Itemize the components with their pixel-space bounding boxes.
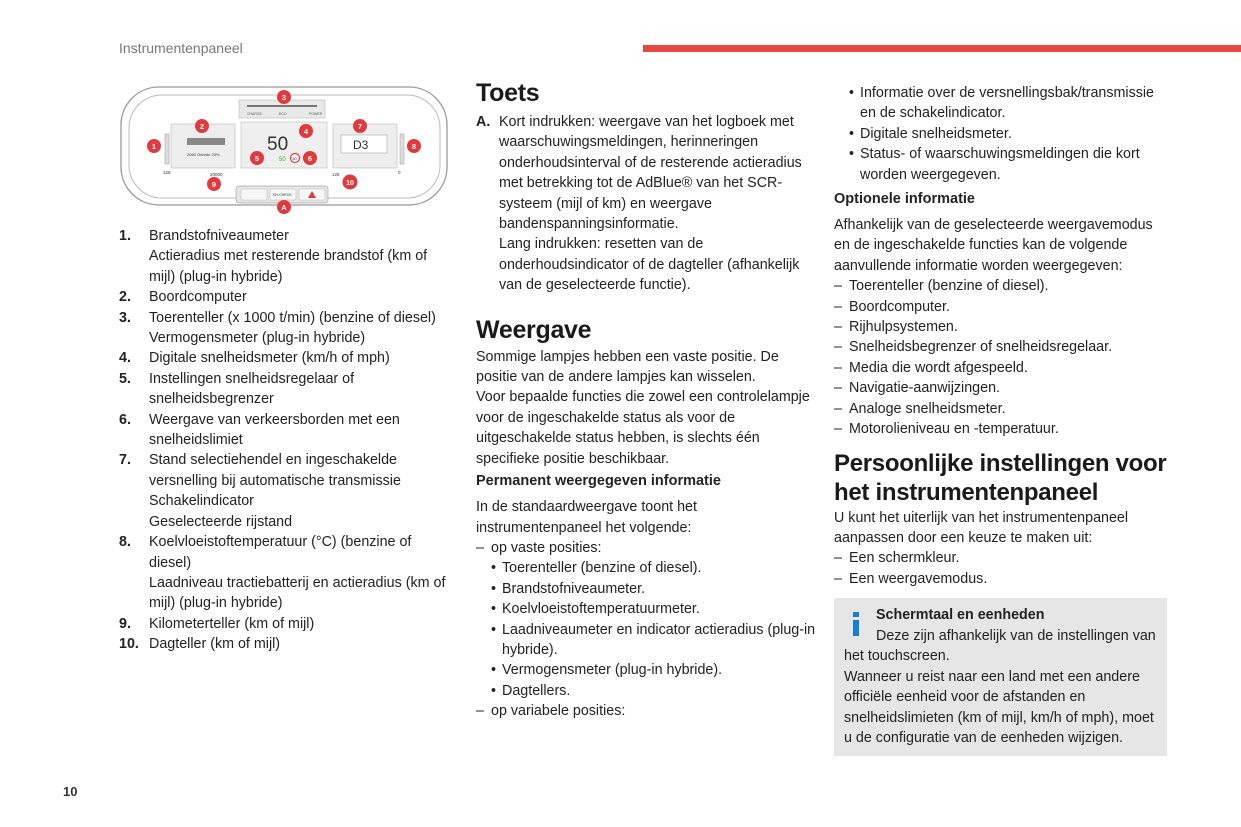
callout-5: 5 [254,153,260,163]
list-item: – Boordcomputer. [834,297,1169,317]
middle-column: Toets A. Kort indrukken: weergave van het logboek met waarschuwingsmeldingen, herinneringen onderhoudsinterval of de resterende actieradius met betrekking tot de AdBlue® van het SCR-systeem (mijl of km) en weergave bandenspanningsinformatie. Lang indrukken: resetten van de onderhoudsindicator of de dagteller (afhankelijk van de geselecteerde functie). Weergave Sommige lampjes hebben een vaste positie. De positie van de andere lampjes kan wisselen. Voor bepaalde functies die zowel een controlelampje voor de ingeschakelde status als voor de uitgeschakelde status hebben, is slechts één specifieke positie beschikbaar. Permanent weergegeven informatie In de standaardweergave toont het instrumentenpaneel het volgende: – op vaste posities: • Toerenteller (benzine of diesel). • Brandstofniveaumeter. • Koelvloeistoftemperatuurmeter. • Laadniveaumeter en indicator actieradius (plug-in hybride). • Vermogensmeter (plug-in hybride). • Dagtellers. – op variabele posities: [476,78,818,722]
legend-number: 10. [119,636,139,653]
callout-10: 10 [346,179,354,187]
list-item: – Motorolieniveau en -temperatuur. [834,419,1169,439]
legend-item: 10. Dagteller (km of mijl) [119,634,454,654]
bar-label-eco: ECO [279,112,287,116]
callout-6: 6 [307,153,313,163]
bar-label-power: POWER [309,112,323,116]
legend-item: 2. Boordcomputer [119,287,454,307]
list-item: – Navigatie-aanwijzingen. [834,378,1169,398]
callout-7: 7 [357,121,363,131]
variable-items-list [834,83,1169,185]
fixed-items-list [476,558,818,701]
list-item: – Een weergavemodus. [834,569,1169,589]
legend-number: 7. [119,452,131,469]
legend-item: 6. Weergave van verkeersborden met een snelheidslimiet [119,411,400,449]
info-box-line2: Wanneer u reist naar een land met een andere officiële eenheid voor de afstanden en snelheidslimieten (km of mijl, km/h of mph), moet u de configuratie van de eenheden wijzigen. [844,668,1154,746]
legend-item: 3. Toerenteller (x 1000 t/min) (benzine of diesel) Vermogensmeter (plug-in hybride) [119,309,436,347]
instrument-cluster-diagram [117,84,452,217]
callout-a: A [281,202,287,212]
legend-number: 3. [119,309,131,326]
legend-number: 1. [119,228,131,244]
callout-3: 3 [281,92,287,102]
toets-heading: Toets [476,79,540,107]
list-item: • Toerenteller (benzine of diesel). [476,558,818,578]
legend-list [119,226,454,655]
info-box [834,598,1167,756]
range-text: 2060 Onbrdn 20% [187,152,220,157]
legend-number: 9. [119,615,131,632]
gear-readout: D3 [353,138,369,152]
fixed-positions-item: – op vaste posities: • Toerenteller (benzine of diesel). • Brandstofniveaumeter. • Koelvloeistoftemperatuurmeter. • Laadniveaumeter en indicator actieradius (plug-in hybride). • Vermogensmeter (plug-in hybride). • Dagtellers. [476,538,818,701]
right-column: • Informatie over de versnellingsbak/transmissie en de schakelindicator. • Digitale snelheidsmeter. • Status- of waarschuwingsmeldingen die kort worden weergegeven. Optionele informatie Afhankelijk van de geselecteerde weergavemodus en de ingeschakelde functies kan de volgende aanvullende informatie worden weergegeven: – Toerenteller (benzine of diesel). – Boordcomputer. – Rijhulpsystemen. – Snelheidsbegrenzer of snelheidsregelaar. – Media die wordt afgespeeld. – Navigatie-aanwijzingen. – Analoge snelheidsmeter. – Motorolieniveau en -temperatuur. Persoonlijke instellingen voor het instrumentenpaneel U kunt het uiterlijk van het instrumentenpaneel aanpassen door een keuze te maken uit: – Een schermkleur. – Een weergavemodus. [834,83,1169,589]
legend-number: 5. [119,370,131,387]
callout-9: 9 [211,179,217,189]
toets-item-a: A. Kort indrukken: weergave van het logboek met waarschuwingsmeldingen, herinneringen onderhoudsinterval of de resterende actieradius met betrekking tot de AdBlue® van het SCR-systeem (mijl of km) en weergave bandenspanningsinformatie. Lang indrukken: resetten van de onderhoudsindicator of de dagteller (afhankelijk van de geselecteerde functie). [476,114,802,294]
button-label: SH-CHECK [273,193,292,197]
list-item: – Snelheidsbegrenzer of snelheidsregelaar. [834,337,1169,357]
list-item: • Brandstofniveaumeter. [476,579,818,599]
section-title: Instrumentenpaneel [119,40,243,56]
legend-item: 7. Stand selectiehendel en ingeschakelde versnelling bij automatische transmissie Schakelindicator Geselecteerde rijstand [119,452,401,530]
legend-number: 8. [119,534,131,551]
list-item: – Media die wordt afgespeeld. [834,358,1169,378]
list-item: – Toerenteller (benzine of diesel). [834,276,1169,296]
permanent-heading: Permanent weergegeven informatie [476,473,721,490]
callout-8: 8 [411,141,417,151]
legend-item: 4. Digitale snelheidsmeter (km/h of mph) [119,348,454,368]
list-item: • Status- of waarschuwingsmeldingen die kort worden weergegeven. [834,144,1169,185]
legend-item: 5. Instellingen snelheidsregelaar of snelheidsbegrenzer [119,370,355,408]
header-accent-bar [643,45,1241,52]
personal-settings-heading: Persoonlijke instellingen voor het instrumentenpaneel [834,449,1167,506]
speed-sign-value: 50 [292,156,297,161]
legend-number: 6. [119,411,131,428]
list-item: • Laadniveaumeter en indicator actieradius (plug-in hybride). [476,620,818,661]
legend-item: 1. Brandstofniveaumeter Actieradius met resterende brandstof (km of mijl) (plug-in hybride) [119,228,428,285]
page-number: 10 [63,784,78,799]
tripmeter-value: 125 [332,172,340,177]
legend-item: 8. Koelvloeistoftemperatuur (°C) (benzine of diesel) Laadniveau tractiebatterij en actieradius (km of mijl) (plug-in hybride) [119,534,446,612]
fuel-gauge [165,134,169,164]
callout-1: 1 [151,141,157,151]
legend-item: 9. Kilometerteller (km of mijl) [119,614,454,634]
list-item: – Analoge snelheidsmeter. [834,399,1169,419]
legend-number: 4. [119,350,131,367]
weergave-heading: Weergave [476,315,592,344]
optional-items-list [834,276,1169,439]
odometer-value: 20000 [210,172,223,177]
legend-column [119,226,454,655]
callout-2: 2 [199,121,205,131]
info-box-line1: Deze zijn afhankelijk van de instellingen van het touchscreen. [844,627,1156,664]
list-item: • Vermogensmeter (plug-in hybride). [476,660,818,680]
bar-label-charge: CHARGE [247,112,262,116]
personal-items-list [834,548,1169,589]
position-list [476,538,818,722]
info-box-title: Schermtaal en eenheden [876,607,1045,623]
right-small-value: 0 [398,170,401,175]
variable-positions-item: – op variabele posities: [476,701,818,721]
limiter-value: 50 [279,157,286,163]
temp-gauge [400,134,404,164]
callout-4: 4 [303,126,309,136]
left-small-value: 125 [163,170,171,175]
list-item: • Koelvloeistoftemperatuurmeter. [476,599,818,619]
list-item: • Informatie over de versnellingsbak/transmissie en de schakelindicator. [834,83,1169,124]
list-item: • Digitale snelheidsmeter. [834,124,1169,144]
list-item: • Dagtellers. [476,681,818,701]
list-item: – Een schermkleur. [834,548,1169,568]
speed-readout: 50 [267,134,289,155]
optional-heading: Optionele informatie [834,191,975,208]
legend-number: 2. [119,289,131,306]
list-item: – Rijhulpsystemen. [834,317,1169,337]
toets-letter: A. [476,114,491,130]
